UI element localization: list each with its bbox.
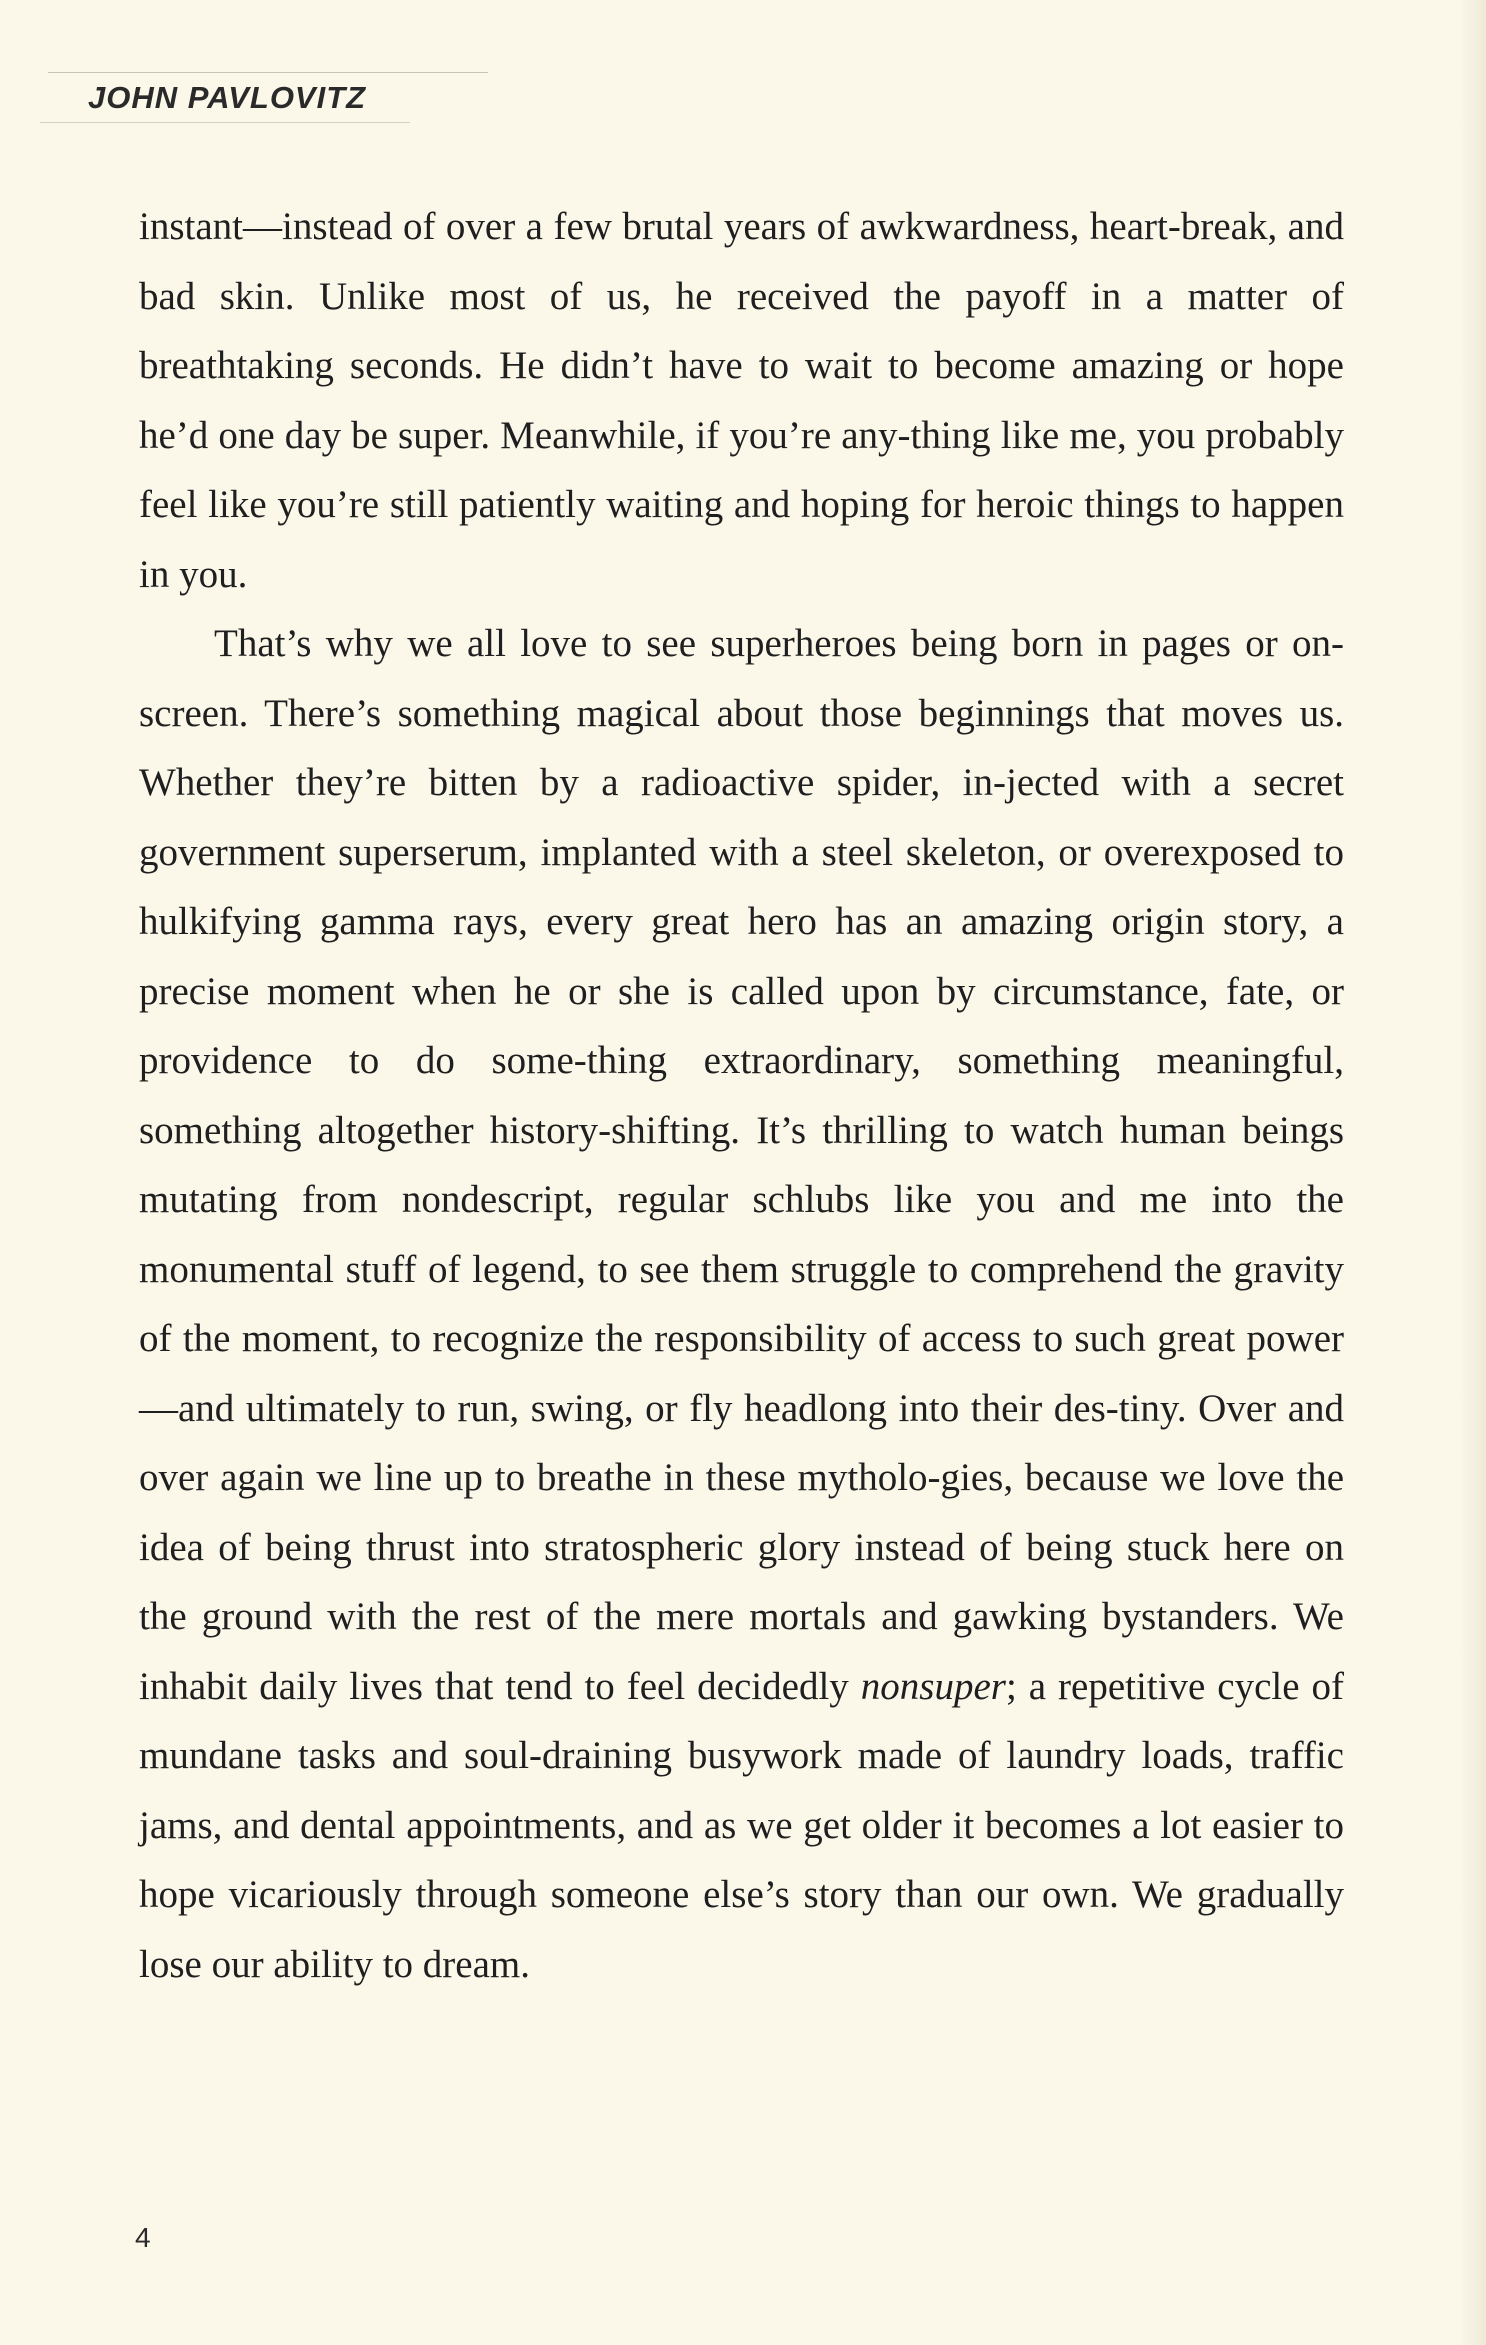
page-number: 4 <box>135 2222 151 2253</box>
paragraph-2-emphasis: nonsuper <box>860 1664 1006 1708</box>
paragraph-2-text-after: ; a repetitive cycle of mundane tasks and soul-draining busywork made of laundry loads, traffic jams, and dental appointments, and as we get older it becomes a lot easier to hope vicariously through someone else’s story than our own. We gradually lose our ability to dream. <box>139 1664 1344 1986</box>
paragraph-2-text-before: That’s why we all love to see superheroes being born in pages or on-screen. There’s something magical about those beginnings that moves us. Whether they’re bitten by a radioactive spider, in-jected with a secret government superserum, implanted with a steel skeleton, or overexposed to hulkifying gamma rays, every great hero has an amazing origin story, a precise moment when he or she is called upon by circumstance, fate, or providence to do some-thing extraordinary, something meaningful, something altogether history-shifting. It’s thrilling to watch human beings mutating from nondescript, regular schlubs like you and me into the monumental stuff of legend, to see them struggle to comprehend the gravity of the moment, to recognize the responsibility of access to such great power—and ultimately to run, swing, or fly headlong into their des-tiny. Over and over again we line up to breathe in these mytholo-gies, because we love the idea of being thrust into stratospheric glory instead of being stuck here on the ground with the rest of the mere mortals and gawking bystanders. We inhabit daily lives that tend to feel decidedly <box>139 622 1344 1708</box>
body-text <box>139 192 1344 1999</box>
paragraph-1: instant—instead of over a few brutal years of awkwardness, heart-break, and bad skin. Unlike most of us, he received the payoff in a matter of breathtaking seconds. He didn’t have to wait to become amazing or hope he’d one day be super. Meanwhile, if you’re any-thing like me, you probably feel like you’re still patiently waiting and hoping for heroic things to happen in you. <box>139 205 1344 596</box>
header-rule-bottom <box>40 122 410 123</box>
header-rule-top <box>48 72 488 73</box>
gutter-shadow <box>1458 0 1486 2345</box>
running-head: JOHN PAVLOVITZ <box>88 80 367 115</box>
paragraph-2 <box>139 609 1344 1999</box>
